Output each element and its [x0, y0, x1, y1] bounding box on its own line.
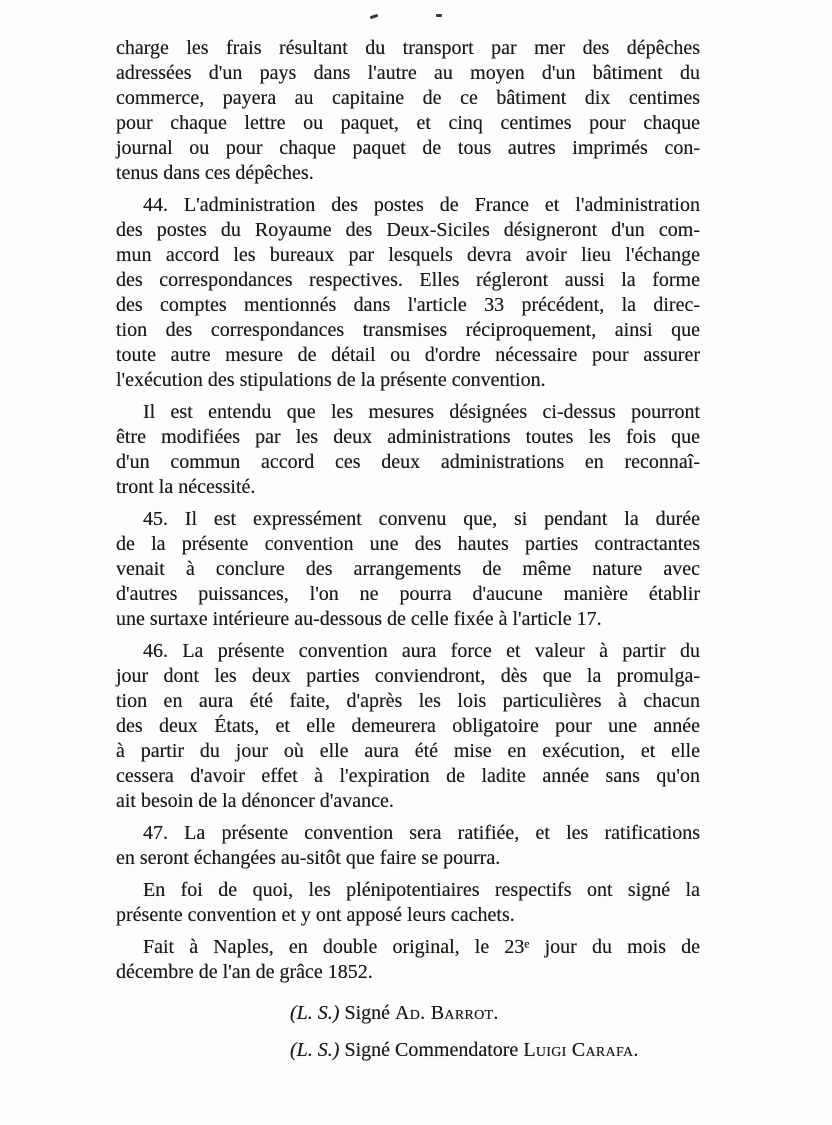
text-line: tion des correspondances transmises réciproquement, ainsi que [116, 319, 700, 341]
signature-block [290, 1001, 700, 1063]
text-line: être modifiées par les deux administrations toutes les fois que [116, 426, 700, 448]
text-line: une surtaxe intérieure au-dessous de celle fixée à l'article 17. [116, 608, 602, 630]
text-line: journal ou pour chaque paquet de tous autres imprimés con- [116, 137, 700, 159]
text-line: des comptes mentionnés dans l'article 33 précédent, la direc- [116, 294, 700, 316]
text-line: des deux États, et elle demeurera obligatoire pour une année [116, 715, 700, 737]
seal-label: (L. S.) [290, 1002, 340, 1024]
text-line: venait à conclure des arrangements de même nature avec [116, 558, 700, 580]
text-line: tion en aura été faite, d'après les lois particulières à chacun [116, 690, 700, 712]
text-line: des correspondances respectives. Elles régleront aussi la forme [116, 269, 700, 291]
paragraph-continuation [116, 36, 700, 186]
paragraph-article-45 [116, 507, 700, 632]
text-line: présente convention et y ont apposé leurs cachets. [116, 904, 515, 926]
text-line: cessera d'avoir effet à l'expiration de ladite année sans qu'on [116, 765, 700, 787]
ink-speck [370, 14, 379, 19]
signature-line [290, 1038, 700, 1063]
text-line: de la présente convention une des hautes parties contractantes [116, 533, 700, 555]
text-line: Fait à Naples, en double original, le 23ᵉ jour du mois de [143, 936, 700, 958]
text-line: mun accord les bureaux par lesquels devra avoir lieu l'échange [116, 244, 700, 266]
text-line: tenus dans ces dépêches. [116, 162, 314, 184]
text-line: tront la nécessité. [116, 476, 256, 498]
text-line: à partir du jour où elle aura été mise en exécution, et elle [116, 740, 700, 762]
signatory-name: Ad. Barrot. [395, 1002, 499, 1024]
text-line: d'un commun accord ces deux administrations en reconnaî- [116, 451, 700, 473]
paragraph-entendu [116, 400, 700, 500]
text-line: toute autre mesure de détail ou d'ordre nécessaire pour assurer [116, 344, 700, 366]
paragraph-fait-a-naples [116, 935, 700, 985]
text-line: charge les frais résultant du transport par mer des dépêches [116, 37, 700, 59]
text-line: pour chaque lettre ou paquet, et cinq centimes pour chaque [116, 112, 700, 134]
text-line: En foi de quoi, les plénipotentiaires respectifs ont signé la [143, 879, 700, 901]
paragraph-article-46 [116, 639, 700, 814]
signature-prefix: Signé Commendatore [344, 1039, 519, 1061]
text-line: 44. L'administration des postes de France et l'administration [143, 194, 700, 216]
signature-prefix: Signé [344, 1002, 391, 1024]
paragraph-en-foi [116, 878, 700, 928]
text-line: ait besoin de la dénoncer d'avance. [116, 790, 394, 812]
text-line: des postes du Royaume des Deux-Siciles désigneront d'un com- [116, 219, 700, 241]
text-line: commerce, payera au capitaine de ce bâtiment dix centimes [116, 87, 700, 109]
text-line: d'autres puissances, l'on ne pourra d'aucune manière établir [116, 583, 700, 605]
text-line: Il est entendu que les mesures désignées ci-dessus pourront [143, 401, 700, 423]
text-line: décembre de l'an de grâce 1852. [116, 961, 373, 983]
text-line: adressées d'un pays dans l'autre au moyen d'un bâtiment du [116, 62, 700, 84]
seal-label: (L. S.) [290, 1039, 340, 1061]
ink-speck [436, 14, 442, 17]
text-line: l'exécution des stipulations de la présente convention. [116, 369, 546, 391]
paragraph-article-47 [116, 821, 700, 871]
signatory-name: Luigi Carafa. [523, 1039, 639, 1061]
text-line: en seront échangées au-sitôt que faire se pourra. [116, 847, 501, 869]
text-line: 46. La présente convention aura force et valeur à partir du [143, 640, 700, 662]
text-line: 45. Il est expressément convenu que, si pendant la durée [143, 508, 700, 530]
signature-line [290, 1001, 700, 1026]
paragraph-article-44 [116, 193, 700, 393]
text-line: jour dont les deux parties conviendront, dès que la promulga- [116, 665, 700, 687]
text-block [116, 36, 700, 1075]
text-line: 47. La présente convention sera ratifiée, et les ratifications [143, 822, 700, 844]
